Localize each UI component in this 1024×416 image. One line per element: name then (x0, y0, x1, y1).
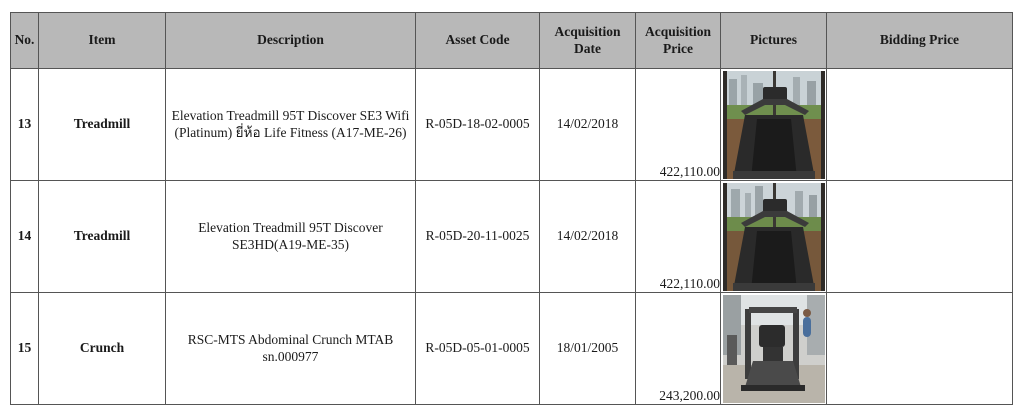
asset-sheet (10, 12, 1012, 405)
crunch-machine-photo-icon (723, 295, 825, 403)
row-acquisition-price-cell (636, 69, 721, 181)
treadmill-photo-icon (723, 183, 825, 291)
table-row (11, 69, 1013, 181)
row-item: Crunch (39, 293, 166, 405)
header-asset-code: Asset Code (416, 13, 540, 69)
row-acquisition-price: 243,200.00 (659, 388, 720, 403)
row-acquisition-price: 422,110.00 (659, 276, 720, 291)
header-bidding-price: Bidding Price (827, 13, 1013, 69)
row-picture-cell (721, 181, 827, 293)
row-picture-cell (721, 69, 827, 181)
row-acquisition-price-cell (636, 293, 721, 405)
row-description: Elevation Treadmill 95T Discover SE3 Wifi (Platinum) ยี่ห้อ Life Fitness (A17-ME-26) (166, 69, 416, 181)
row-acquisition-date: 14/02/2018 (540, 181, 636, 293)
header-description: Description (166, 13, 416, 69)
row-bidding-price[interactable] (827, 293, 1013, 405)
row-item: Treadmill (39, 181, 166, 293)
asset-table (10, 12, 1013, 405)
row-number: 13 (11, 69, 39, 181)
header-row (11, 13, 1013, 69)
row-asset-code: R-05D-20-11-0025 (416, 181, 540, 293)
header-pictures: Pictures (721, 13, 827, 69)
header-no: No. (11, 13, 39, 69)
treadmill-photo-icon (723, 71, 825, 179)
row-acquisition-price-cell (636, 181, 721, 293)
row-number: 14 (11, 181, 39, 293)
row-picture-cell (721, 293, 827, 405)
header-acquisition-date: Acquisition Date (540, 13, 636, 69)
row-acquisition-price: 422,110.00 (659, 164, 720, 179)
row-bidding-price[interactable] (827, 181, 1013, 293)
row-acquisition-date: 18/01/2005 (540, 293, 636, 405)
row-bidding-price[interactable] (827, 69, 1013, 181)
row-number: 15 (11, 293, 39, 405)
header-acquisition-price: Acquisition Price (636, 13, 721, 69)
row-acquisition-date: 14/02/2018 (540, 69, 636, 181)
row-description: RSC-MTS Abdominal Crunch MTAB sn.000977 (166, 293, 416, 405)
row-item: Treadmill (39, 69, 166, 181)
table-row (11, 293, 1013, 405)
row-asset-code: R-05D-05-01-0005 (416, 293, 540, 405)
header-item: Item (39, 13, 166, 69)
table-row (11, 181, 1013, 293)
row-description: Elevation Treadmill 95T Discover SE3HD(A19-ME-35) (166, 181, 416, 293)
row-asset-code: R-05D-18-02-0005 (416, 69, 540, 181)
